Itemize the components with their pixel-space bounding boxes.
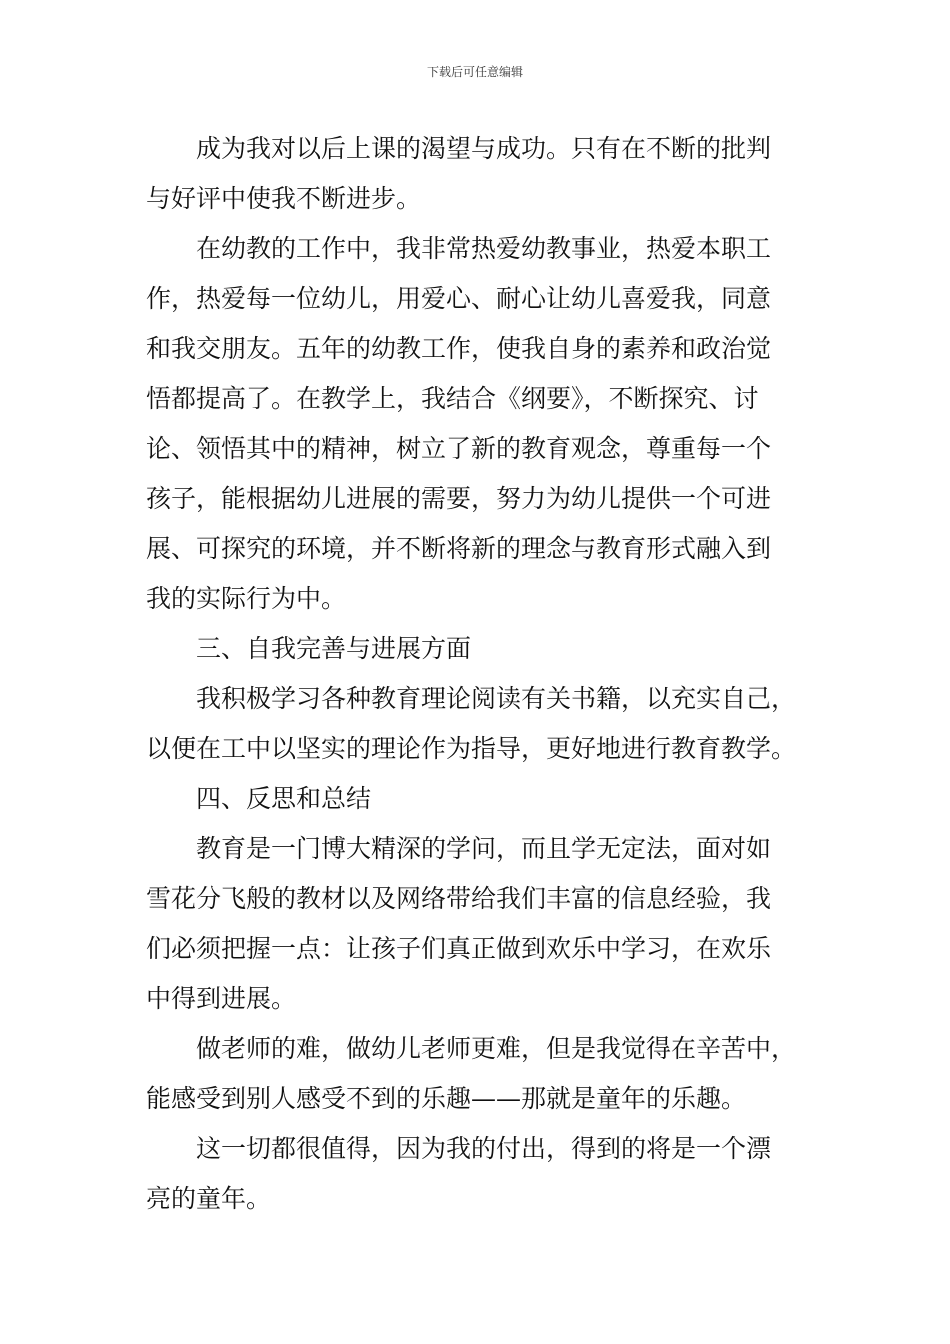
text-line: 雪花分飞般的教材以及网络带给我们丰富的信息经验，我 — [146, 884, 772, 913]
document-body — [146, 124, 808, 1224]
text-line: 教育是一门博大精深的学问，而且学无定法，面对如 — [196, 834, 772, 863]
section-heading: 四、反思和总结 — [196, 784, 372, 813]
text-line: 们必须把握一点：让孩子们真正做到欢乐中学习，在欢乐 — [146, 934, 772, 963]
text-line: 在幼教的工作中，我非常热爱幼教事业，热爱本职工 — [196, 234, 772, 263]
text-line: 展、可探究的环境，并不断将新的理念与教育形式融入到 — [146, 534, 772, 563]
text-line: 能感受到别人感受不到的乐趣——那就是童年的乐趣。 — [146, 1084, 747, 1113]
text-line: 做老师的难，做幼儿老师更难，但是我觉得在辛苦中， — [196, 1034, 797, 1063]
text-line: 我积极学习各种教育理论阅读有关书籍，以充实自己， — [196, 684, 797, 713]
text-line: 以便在工中以坚实的理论作为指导，更好地进行教育教学。 — [146, 734, 797, 763]
section-heading: 三、自我完善与进展方面 — [196, 634, 472, 663]
text-line: 论、领悟其中的精神，树立了新的教育观念，尊重每一个 — [146, 434, 772, 463]
text-line: 成为我对以后上课的渴望与成功。只有在不断的批判 — [196, 134, 772, 163]
text-line: 亮的童年。 — [146, 1184, 272, 1213]
text-line: 中得到进展。 — [146, 984, 297, 1013]
text-line: 作，热爱每一位幼儿，用爱心、耐心让幼儿喜爱我，同意 — [146, 284, 772, 313]
text-line: 悟都提高了。在教学上，我结合《纲要》，不断探究、讨 — [146, 384, 759, 413]
text-line: 与好评中使我不断进步。 — [146, 184, 422, 213]
text-line: 和我交朋友。五年的幼教工作，使我自身的素养和政治觉 — [146, 334, 772, 363]
text-line: 这一切都很值得，因为我的付出，得到的将是一个漂 — [196, 1134, 772, 1163]
text-line: 孩子，能根据幼儿进展的需要，努力为幼儿提供一个可进 — [146, 484, 772, 513]
text-line: 我的实际行为中。 — [146, 584, 347, 613]
page-header-text: 下载后可任意编辑 — [426, 65, 523, 79]
